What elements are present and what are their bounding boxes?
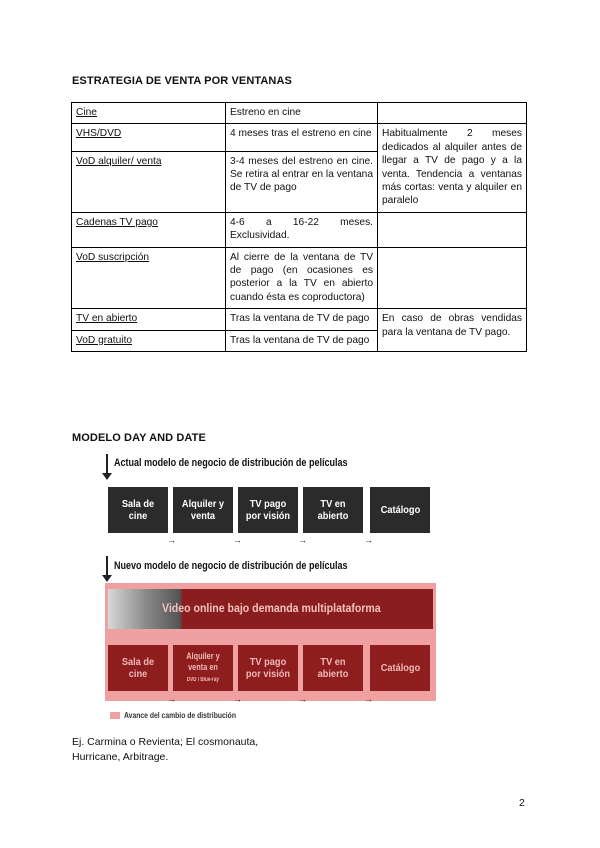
right-arrow-icon: → [233, 535, 242, 545]
window-name: Cine [72, 103, 226, 124]
window-name: TV en abierto [72, 309, 226, 330]
window-timing: Tras la ventana de TV de pago [226, 330, 378, 351]
window-timing: 4-6 a 16-22 meses. Exclusividad. [226, 212, 378, 247]
window-timing: Tras la ventana de TV de pago [226, 309, 378, 330]
section-title-windows: ESTRATEGIA DE VENTA POR VENTANAS [72, 75, 292, 87]
examples-text: Ej. Carmina o Revienta; El cosmonauta, Hurricane, Arbitrage. [72, 736, 259, 763]
window-note [378, 247, 527, 309]
table-row [72, 212, 527, 247]
new-box-ppv: TV pago por visión [238, 645, 298, 691]
new-box-catalog: Catálogo [370, 645, 430, 691]
current-box-cinema: Sala de cine [108, 487, 168, 533]
right-arrow-icon: → [167, 694, 176, 704]
legend-label: Avance del cambio de distribución [124, 711, 236, 720]
page-number: 2 [519, 797, 525, 809]
section-title-day-and-date: MODELO DAY AND DATE [72, 432, 206, 444]
window-timing: 4 meses tras el estreno en cine [226, 124, 378, 151]
new-box-cinema: Sala de cine [108, 645, 168, 691]
window-timing: 3-4 meses del estreno en cine. Se retira al entrar en la ventana de TV de pago [226, 151, 378, 212]
dvd-bluray-label: DVD / Blue-ray [186, 676, 220, 683]
vod-bar: Video online bajo demanda multiplataforma [108, 589, 433, 629]
window-name: VoD gratuito [72, 330, 226, 351]
windows-table [71, 102, 527, 352]
window-note [378, 103, 527, 124]
current-box-free-tv: TV en abierto [303, 487, 363, 533]
window-name: VHS/DVD [72, 124, 226, 151]
window-note [378, 212, 527, 247]
distribution-diagram [100, 446, 445, 728]
window-name: VoD alquiler/ venta [72, 151, 226, 212]
window-timing: Estreno en cine [226, 103, 378, 124]
legend-swatch [110, 712, 120, 719]
right-arrow-icon: → [167, 535, 176, 545]
current-box-catalog: Catálogo [370, 487, 430, 533]
new-model-title: Nuevo modelo de negocio de distribución de películas [114, 560, 348, 572]
table-row [72, 247, 527, 309]
new-box-rental: Alquiler y venta en DVD / Blue-ray [173, 645, 233, 691]
right-arrow-icon: → [364, 535, 373, 545]
window-note-rental: Habitualmente 2 meses dedicados al alquiler antes de llegar a TV de pago y a la venta. Tendencia a ventanas más cortas: venta y alquiler en paralelo [378, 124, 527, 212]
right-arrow-icon: → [298, 694, 307, 704]
right-arrow-icon: → [298, 535, 307, 545]
down-arrow-icon [106, 556, 108, 576]
down-arrow-icon [106, 454, 108, 474]
current-model-title: Actual modelo de negocio de distribución de películas [114, 457, 348, 469]
window-name: Cadenas TV pago [72, 212, 226, 247]
window-timing: Al cierre de la ventana de TV de pago (en ocasiones es posterior a la TV en abierto cuando ésta es coproductora) [226, 247, 378, 309]
window-name: VoD suscripción [72, 247, 226, 309]
table-row [72, 124, 527, 151]
table-row [72, 103, 527, 124]
right-arrow-icon: → [233, 694, 242, 704]
right-arrow-icon: → [364, 694, 373, 704]
current-box-ppv: TV pago por visión [238, 487, 298, 533]
window-note-free-tv: En caso de obras vendidas para la ventana de TV pago. [378, 309, 527, 352]
current-box-rental: Alquiler y venta [173, 487, 233, 533]
table-row [72, 309, 527, 330]
new-box-free-tv: TV en abierto [303, 645, 363, 691]
